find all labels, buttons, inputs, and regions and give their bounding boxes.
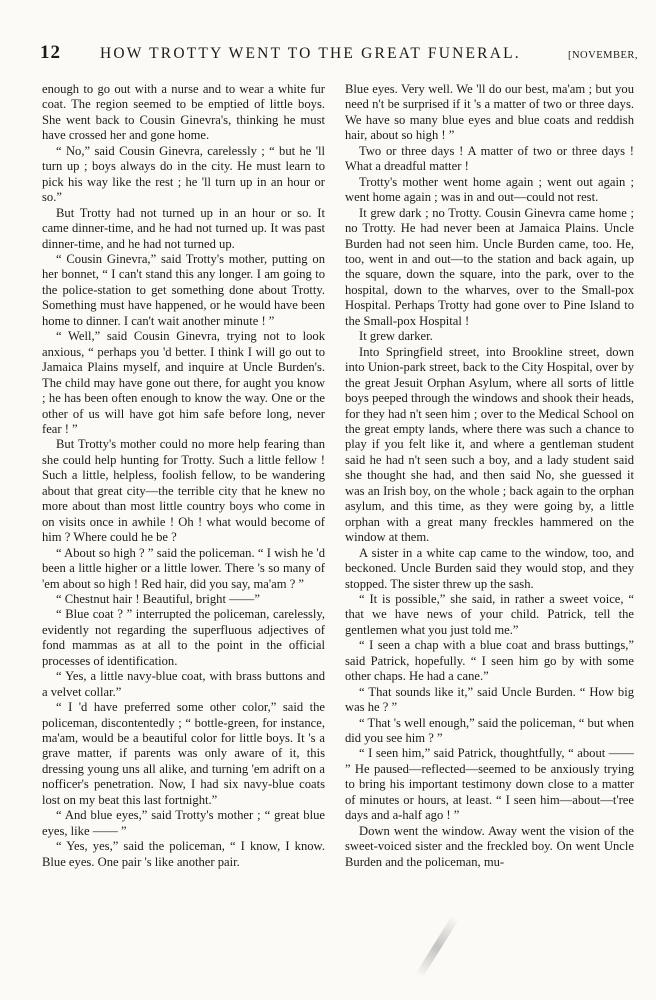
paragraph: “ And blue eyes,” said Trotty's mother ; “ great blue eyes, like —— ” [42, 808, 325, 838]
paragraph: “ Blue coat ? ” interrupted the policeman, carelessly, evidently not regarding the superfluous adjectives of fond mammas as at all to the point in the official processes of identification. [42, 607, 325, 668]
paragraph: “ That 's well enough,” said the policeman, “ but when did you see him ? ” [345, 715, 634, 746]
left-column [42, 82, 325, 870]
paragraph: “ About so high ? ” said the policeman. “ I wish he 'd been a little higher or a little lower. There 's so many of 'em about so high ! Red hair, did you say, ma'am ? ” [42, 545, 325, 591]
paragraph: Trotty's mother went home again ; went out again ; went home again ; was in and out—could not rest. [345, 174, 634, 205]
paragraph: “ I 'd have preferred some other color,” said the policeman, discontentedly ; “ bottle-green, for instance, ma'am, would be a beautiful color for little boys. It 's a grave matter, if parents was only aware of it, this dressing young uns all alike, and turning 'em adrift on a nofficer's penetration. Now, I had six navy-blue coats lost on my beat this last fortnight.” [42, 700, 325, 807]
paragraph: But Trotty's mother could no more help fearing than she could help hunting for Trotty. Such a little fellow ! Such a little, helpless, foolish fellow, to be wandering about that great city—the terrible city that he knew no more about than most little country boys who come in on visits once in awhile ! Oh ! what would become of him ? Where could he be ? [42, 437, 325, 545]
paragraph: “ That sounds like it,” said Uncle Burden. “ How big was he ? ” [345, 684, 634, 715]
pencil-mark [415, 915, 459, 979]
paragraph: “ No,” said Cousin Ginevra, carelessly ; “ but he 'll turn up ; boys always do in the city. He must learn to pick his way like the rest ; he 'll turn up in an hour or so.” [42, 143, 325, 205]
paragraph: Two or three days ! A matter of two or three days ! What a dreadful matter ! [345, 143, 634, 174]
issue-month: [NOVEMBER, [567, 50, 638, 61]
page-number: 12 [40, 42, 61, 63]
running-title: HOW TROTTY WENT TO THE GREAT FUNERAL. [100, 45, 521, 62]
paragraph: Blue eyes. Very well. We 'll do our best, ma'am ; but you need n't be surprised if it 's a matter of two or three days. We have so many blue eyes and blue coats and reddish hair, about so high ! ” [345, 82, 634, 143]
paragraph: “ Cousin Ginevra,” said Trotty's mother, putting on her bonnet, “ I can't stand this any longer. I am going to the police-station to get something done about Trotty. Something must have happened, or he would have been home to dinner. I can't wait another minute ! ” [42, 251, 325, 328]
running-header [40, 42, 638, 66]
paragraph: “ Well,” said Cousin Ginevra, trying not to look anxious, “ perhaps you 'd better. I think I will go out to Jamaica Plains myself, and inquire at Uncle Burden's. The child may have gone out there, for aught you know ; he has been often enough to know the way. One or the other of us will have got him safe before long, never fear ! ” [42, 329, 325, 436]
paragraph: “ Yes, yes,” said the policeman, “ I know, I know. Blue eyes. One pair 's like another pair. [42, 839, 325, 869]
paragraph: It grew dark ; no Trotty. Cousin Ginevra came home ; no Trotty. He had never been at Jamaica Plains. Uncle Burden had not seen him. Uncle Burden came, too. He, too, went in and out—to the station and back again, up the square, down the square, into the park, over to the hospital, down to the wharves, over to the Small-pox Hospital. Perhaps Trotty had gone over to Pine Island to the Small-pox Hospital ! [345, 205, 634, 328]
paragraph: It grew darker. [359, 329, 433, 344]
right-column [345, 82, 634, 870]
paragraph: “ Yes, a little navy-blue coat, with brass buttons and a velvet collar.” [42, 669, 325, 699]
paragraph: “ It is possible,” she said, in rather a sweet voice, “ that we have news of your child. Patrick, tell the gentlemen what you just told me.” [345, 591, 634, 637]
paragraph: “ I seen him,” said Patrick, thoughtfully, “ about —— ” He paused—reflected—seemed to be anxiously trying to bring his important testimony down close to a matter of minutes or hours, at least. “ I seen him—about—t'ree days and a-half ago ! ” [345, 746, 634, 823]
paragraph: “ Chestnut hair ! Beautiful, bright ——” [56, 591, 260, 606]
paragraph: enough to go out with a nurse and to wear a white fur coat. The region seemed to be emptied of little boys. She went back to Cousin Ginevra's, thinking he must have crossed her and gone home. [42, 82, 325, 143]
paragraph: But Trotty had not turned up in an hour or so. It came dinner-time, and he had not turned up. It was past dinner-time, and he had not turned up. [42, 205, 325, 251]
paragraph: Into Springfield street, into Brookline street, down into Union-park street, back to the City Hospital, over by the great Jesuit Orphan Asylum, where all sorts of little boys peeped through the windows and shook their heads, for they had n't seen him ; over to the Medical School on the great empty lands, where there was such a chance to play if you felt like it, and where a gentleman student said he had n't seen such a boy, and a lady student said she thought she had, and then said No, she guessed it was an Irish boy, on the whole ; back again to the orphan asylum, and this time, as they were going by, a little orphan with a great many freckles hammered on the window at them. [345, 344, 634, 545]
paragraph: A sister in a white cap came to the window, too, and beckoned. Uncle Burden said they would stop, and they stopped. The sister threw up the sash. [345, 545, 634, 591]
paragraph: Down went the window. Away went the vision of the sweet-voiced sister and the freckled boy. On went Uncle Burden and the policeman, mu- [345, 823, 634, 869]
paragraph: “ I seen a chap with a blue coat and brass buttings,” said Patrick, hopefully. “ I seen him go by with some other chaps. He had a cane.” [345, 638, 634, 684]
